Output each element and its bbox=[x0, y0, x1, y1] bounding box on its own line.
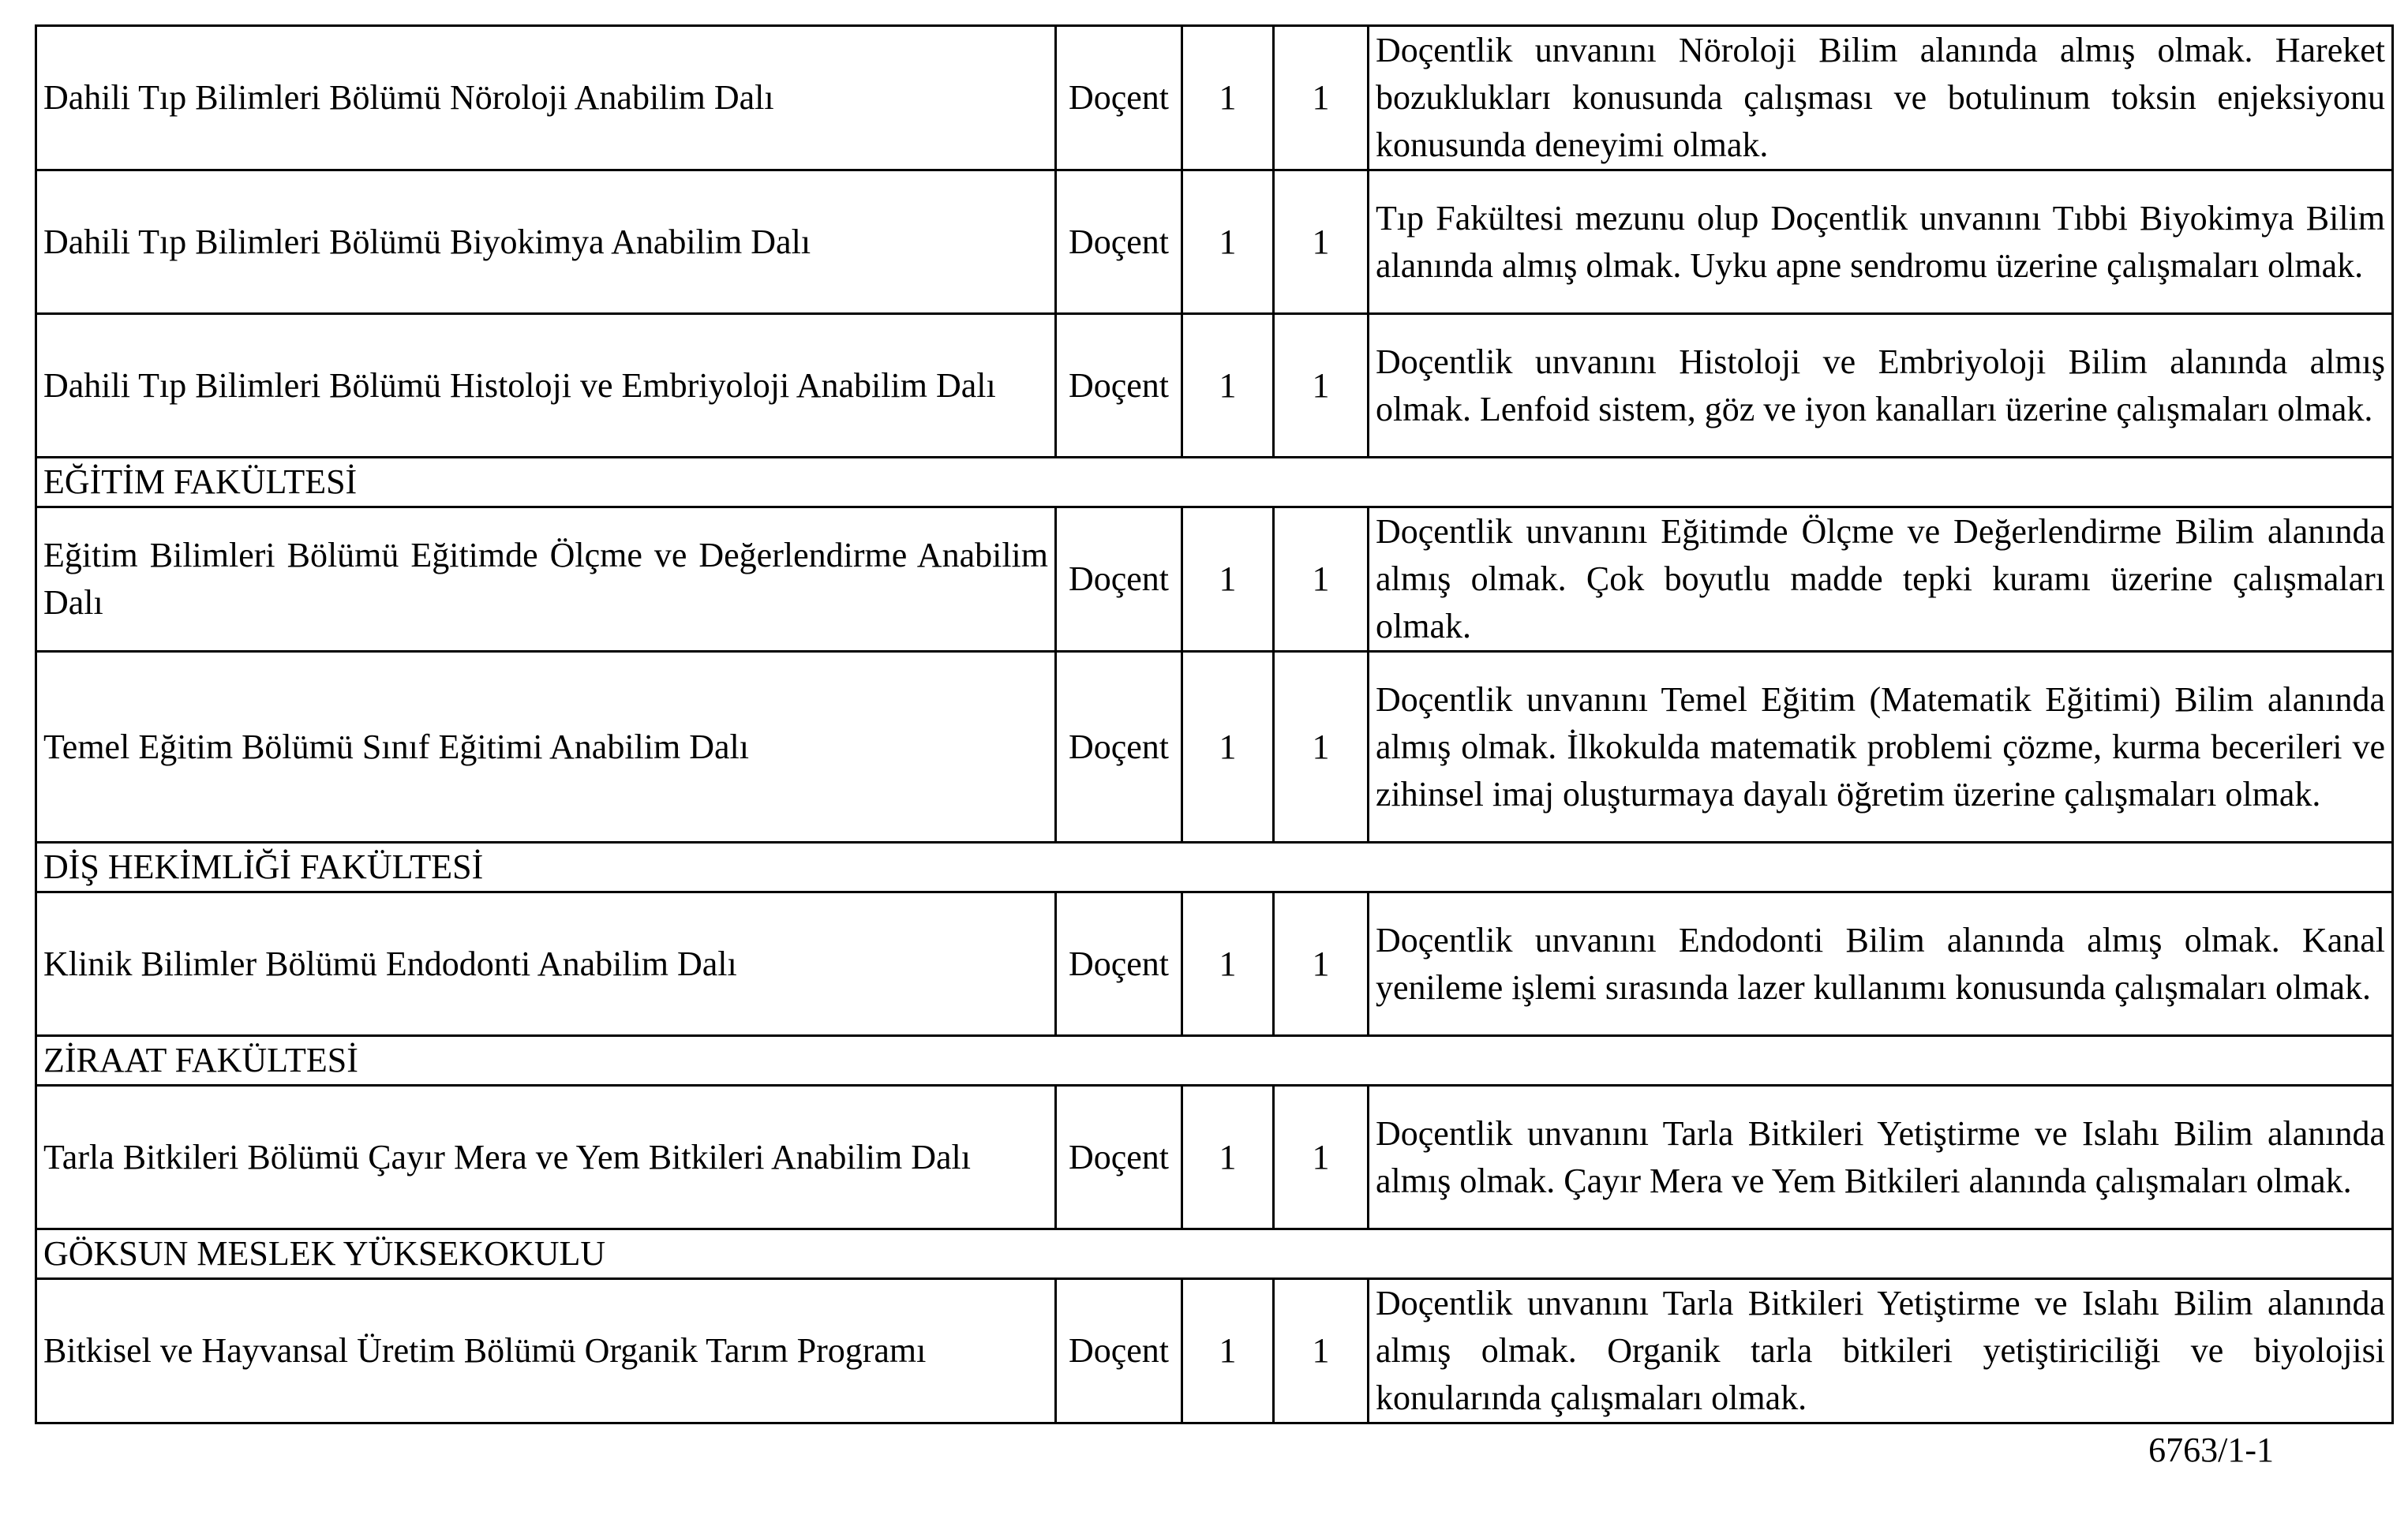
rank-cell: 1 bbox=[1182, 1086, 1274, 1229]
rank-cell: 1 bbox=[1182, 892, 1274, 1036]
title-cell: Doçent bbox=[1056, 170, 1182, 314]
title-cell: Doçent bbox=[1056, 652, 1182, 843]
section-heading: EĞİTİM FAKÜLTESİ bbox=[36, 458, 2393, 507]
table-row bbox=[36, 1086, 2393, 1229]
title-cell: Doçent bbox=[1056, 314, 1182, 458]
condition-cell: Doçentlik unvanını Eğitimde Ölçme ve Değerlendirme Bilim alanında almış olmak. Çok boyutlu madde tepki kuramı üzerine çalışmaları olmak. bbox=[1369, 507, 2393, 652]
count-cell: 1 bbox=[1274, 1279, 1369, 1423]
rank-cell: 1 bbox=[1182, 170, 1274, 314]
title-cell: Doçent bbox=[1056, 26, 1182, 170]
section-row bbox=[36, 458, 2393, 507]
section-heading: ZİRAAT FAKÜLTESİ bbox=[36, 1036, 2393, 1086]
positions-table bbox=[35, 24, 2394, 1424]
title-cell: Doçent bbox=[1056, 1279, 1182, 1423]
rank-cell: 1 bbox=[1182, 1279, 1274, 1423]
unit-cell: Dahili Tıp Bilimleri Bölümü Nöroloji Anabilim Dalı bbox=[36, 26, 1056, 170]
count-cell: 1 bbox=[1274, 314, 1369, 458]
section-heading: DİŞ HEKİMLİĞİ FAKÜLTESİ bbox=[36, 843, 2393, 892]
table-row bbox=[36, 1279, 2393, 1423]
condition-cell: Doçentlik unvanını Nöroloji Bilim alanında almış olmak. Hareket bozukluklarɪ konusunda çalışması ve botulinum toksin enjeksiyonu konusunda deneyimi olmak. bbox=[1369, 26, 2393, 170]
rank-cell: 1 bbox=[1182, 314, 1274, 458]
unit-cell: Dahili Tıp Bilimleri Bölümü Biyokimya Anabilim Dalı bbox=[36, 170, 1056, 314]
table-row bbox=[36, 507, 2393, 652]
rank-cell: 1 bbox=[1182, 507, 1274, 652]
unit-cell: Temel Eğitim Bölümü Sınıf Eğitimi Anabilim Dalı bbox=[36, 652, 1056, 843]
unit-cell: Dahili Tıp Bilimleri Bölümü Histoloji ve Embriyoloji Anabilim Dalı bbox=[36, 314, 1056, 458]
rank-cell: 1 bbox=[1182, 26, 1274, 170]
condition-cell: Doçentlik unvanını Temel Eğitim (Matematik Eğitimi) Bilim alanında almış olmak. İlkokulda matematik problemi çözme, kurma becerileri ve zihinsel imaj oluşturmaya dayalı öğretim üzerine çalışmaları olmak. bbox=[1369, 652, 2393, 843]
count-cell: 1 bbox=[1274, 1086, 1369, 1229]
title-cell: Doçent bbox=[1056, 507, 1182, 652]
table-row bbox=[36, 170, 2393, 314]
rank-cell: 1 bbox=[1182, 652, 1274, 843]
table-row bbox=[36, 652, 2393, 843]
title-cell: Doçent bbox=[1056, 1086, 1182, 1229]
condition-cell: Doçentlik unvanını Tarla Bitkileri Yetiştirme ve Islahı Bilim alanında almış olmak. Organik tarla bitkileri yetiştiriciliği ve biyolojisi konularında çalışmaları olmak. bbox=[1369, 1279, 2393, 1423]
unit-cell: Eğitim Bilimleri Bölümü Eğitimde Ölçme ve Değerlendirme Anabilim Dalı bbox=[36, 507, 1056, 652]
unit-cell: Tarla Bitkileri Bölümü Çayır Mera ve Yem Bitkileri Anabilim Dalı bbox=[36, 1086, 1056, 1229]
section-heading: GÖKSUN MESLEK YÜKSEKOKULU bbox=[36, 1229, 2393, 1279]
table-row bbox=[36, 26, 2393, 170]
count-cell: 1 bbox=[1274, 652, 1369, 843]
table-row bbox=[36, 892, 2393, 1036]
page-number: 6763/1-1 bbox=[2148, 1431, 2274, 1469]
condition-cell: Tıp Fakültesi mezunu olup Doçentlik unvanını Tıbbi Biyokimya Bilim alanında almış olmak. Uyku apne sendromu üzerine çalışmaları olmak. bbox=[1369, 170, 2393, 314]
condition-cell: Doçentlik unvanını Tarla Bitkileri Yetiştirme ve Islahı Bilim alanında almış olmak. Çayır Mera ve Yem Bitkileri alanında çalışmaları olmak. bbox=[1369, 1086, 2393, 1229]
count-cell: 1 bbox=[1274, 26, 1369, 170]
table-row bbox=[36, 314, 2393, 458]
condition-cell: Doçentlik unvanını Histoloji ve Embriyoloji Bilim alanında almış olmak. Lenfoid sistem, göz ve iyon kanalları üzerine çalışmaları olmak. bbox=[1369, 314, 2393, 458]
section-row bbox=[36, 1229, 2393, 1279]
section-row bbox=[36, 1036, 2393, 1086]
condition-cell: Doçentlik unvanını Endodonti Bilim alanında almış olmak. Kanal yenileme işlemi sırasında lazer kullanımı konusunda çalışmaları olmak. bbox=[1369, 892, 2393, 1036]
title-cell: Doçent bbox=[1056, 892, 1182, 1036]
count-cell: 1 bbox=[1274, 892, 1369, 1036]
unit-cell: Bitkisel ve Hayvansal Üretim Bölümü Organik Tarım Programı bbox=[36, 1279, 1056, 1423]
count-cell: 1 bbox=[1274, 170, 1369, 314]
count-cell: 1 bbox=[1274, 507, 1369, 652]
unit-cell: Klinik Bilimler Bölümü Endodonti Anabilim Dalı bbox=[36, 892, 1056, 1036]
section-row bbox=[36, 843, 2393, 892]
